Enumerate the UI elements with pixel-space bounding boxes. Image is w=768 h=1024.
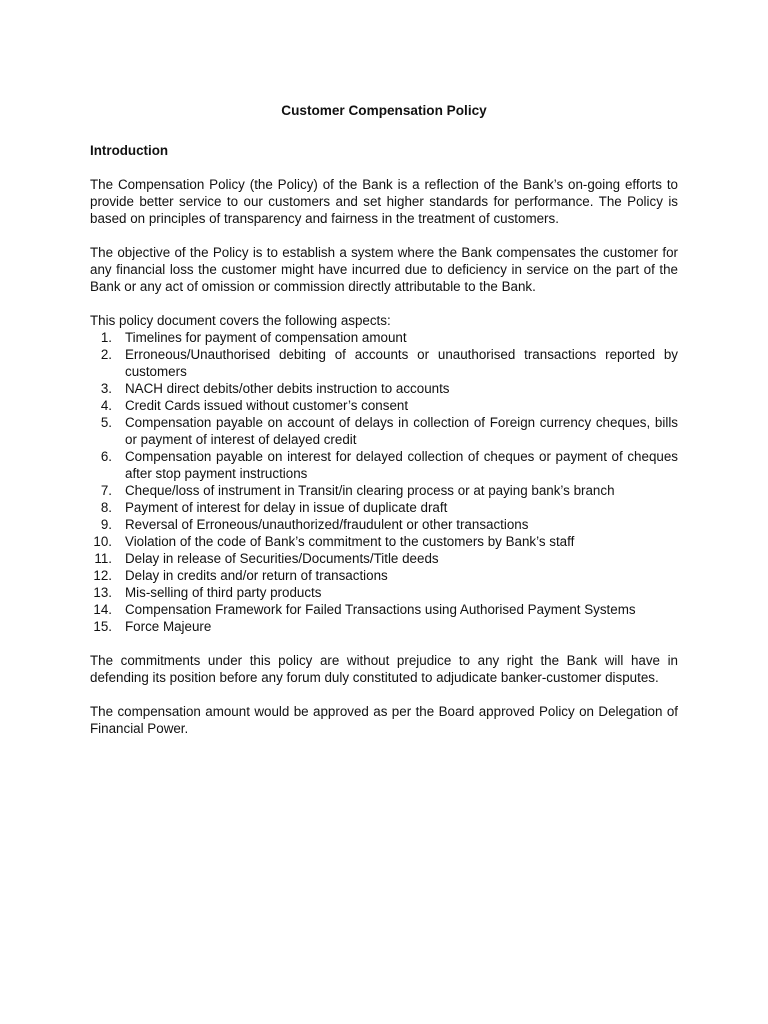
list-item-text: Delay in credits and/or return of transactions [125,568,388,583]
list-item [90,618,678,635]
list-item-text: Credit Cards issued without customer’s consent [125,398,409,413]
list-item [90,601,678,618]
list-item-text: Compensation Framework for Failed Transactions using Authorised Payment Systems [125,602,636,617]
paragraph-commitments: The commitments under this policy are without prejudice to any right the Bank will have in defending its position before any forum duly constituted to adjudicate banker-customer disputes. [90,653,678,685]
paragraph-policy-objective: The objective of the Policy is to establish a system where the Bank compensates the customer for any financial loss the customer might have incurred due to deficiency in service on the part of the Bank or any act of omission or commission directly attributable to the Bank. [90,245,678,294]
list-item-text: Compensation payable on interest for delayed collection of cheques or payment of cheques after stop payment instructions [125,449,678,481]
list-item-number: 12. [93,568,112,583]
paragraph-approval: The compensation amount would be approved as per the Board approved Policy on Delegation of Financial Power. [90,704,678,736]
list-item-number: 3. [100,381,112,396]
list-item [90,567,678,584]
section-heading-introduction: Introduction [90,143,169,158]
list-item-text: Payment of interest for delay in issue of duplicate draft [125,500,448,515]
aspects-list-intro: This policy document covers the following aspects: [90,313,391,328]
list-item [90,584,678,601]
list-item-number: 14. [93,602,112,617]
list-item-number: 2. [100,347,112,362]
list-item-number: 15. [93,619,112,634]
list-item-number: 4. [100,398,112,413]
list-item-text: Delay in release of Securities/Documents/Title deeds [125,551,439,566]
list-item [90,380,678,397]
list-item-number: 8. [100,500,112,515]
list-item [90,414,678,448]
list-item [90,550,678,567]
list-item [90,329,678,346]
list-item [90,397,678,414]
list-item-number: 6. [100,449,112,464]
list-item [90,499,678,516]
paragraph-policy-reflection: The Compensation Policy (the Policy) of the Bank is a reflection of the Bank’s on-going efforts to provide better service to our customers and set higher standards for performance. The Policy is based on principles of transparency and fairness in the treatment of customers. [90,177,678,226]
list-item-number: 11. [94,551,112,566]
list-item-text: Force Majeure [125,619,212,634]
list-item [90,448,678,482]
list-item-number: 5. [100,415,112,430]
list-item [90,516,678,533]
list-item-text: Violation of the code of Bank’s commitment to the customers by Bank’s staff [125,534,575,549]
list-item [90,346,678,380]
list-item-text: Cheque/loss of instrument in Transit/in clearing process or at paying bank’s branch [125,483,615,498]
list-item [90,533,678,550]
aspects-list [90,329,678,635]
document-title: Customer Compensation Policy [281,103,487,118]
list-item-number: 9. [100,517,112,532]
list-item-text: Compensation payable on account of delays in collection of Foreign currency cheques, bills or payment of interest of delayed credit [125,415,678,447]
list-item-number: 1. [100,330,112,345]
document-page [90,102,678,754]
list-item-number: 13. [93,585,112,600]
list-item-number: 7. [100,483,112,498]
list-item-text: Erroneous/Unauthorised debiting of accounts or unauthorised transactions reported by customers [125,347,678,379]
list-item-text: Reversal of Erroneous/unauthorized/fraudulent or other transactions [125,517,529,532]
list-item [90,482,678,499]
list-item-text: Mis-selling of third party products [125,585,322,600]
list-item-number: 10. [93,534,112,549]
list-item-text: Timelines for payment of compensation amount [125,330,407,345]
list-item-text: NACH direct debits/other debits instruction to accounts [125,381,450,396]
